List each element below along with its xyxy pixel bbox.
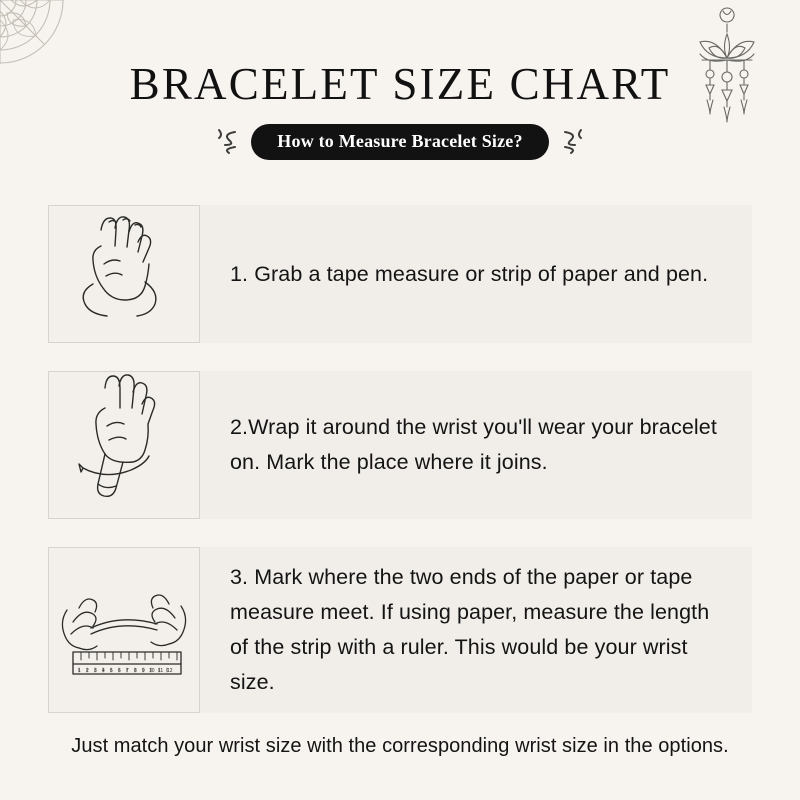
- hand-with-tape-illustration-icon: [48, 205, 200, 343]
- svg-text:11: 11: [158, 668, 164, 674]
- subtitle-row: [0, 124, 800, 160]
- svg-text:6: 6: [118, 668, 121, 674]
- hand-wrapping-tape-around-wrist-illustration-icon: [48, 371, 200, 519]
- svg-text:5: 5: [110, 668, 113, 674]
- svg-text:9: 9: [142, 668, 145, 674]
- svg-text:12: 12: [167, 668, 173, 674]
- svg-text:8: 8: [134, 668, 137, 674]
- swirl-flourish-right-icon: [561, 127, 587, 157]
- ruler-measuring-paper-strip-illustration-icon: [48, 547, 200, 713]
- step-3-text: 3. Mark where the two ends of the paper or tape measure meet. If using paper, measure the length of the strip with a ruler. This would be your wrist size.: [230, 565, 710, 694]
- svg-text:7: 7: [126, 668, 129, 674]
- subtitle-badge: How to Measure Bracelet Size?: [251, 124, 548, 160]
- step-1-text: 1. Grab a tape measure or strip of paper and pen.: [230, 261, 709, 286]
- list-item: [48, 371, 752, 519]
- svg-text:1: 1: [78, 668, 81, 674]
- footer-note: Just match your wrist size with the corresponding wrist size in the options.: [71, 735, 729, 757]
- swirl-flourish-left-icon: [213, 127, 239, 157]
- svg-text:2: 2: [86, 668, 89, 674]
- svg-text:3: 3: [94, 668, 97, 674]
- step-2-text: 2.Wrap it around the wrist you'll wear your bracelet on. Mark the place where it joins.: [230, 415, 717, 474]
- page-title: BRACELET SIZE CHART: [129, 59, 671, 109]
- list-item: [48, 205, 752, 343]
- steps-list: [0, 205, 800, 741]
- svg-text:10: 10: [149, 668, 155, 674]
- list-item: [48, 547, 752, 713]
- svg-text:4: 4: [102, 668, 105, 674]
